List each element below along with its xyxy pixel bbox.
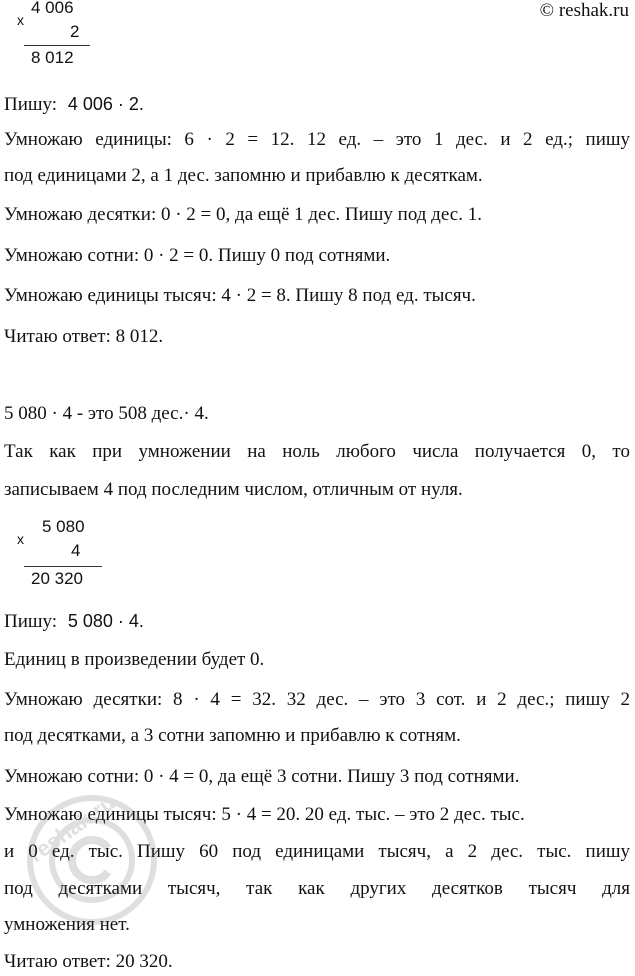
column-rule [24, 45, 90, 46]
write-line-1 [4, 92, 144, 117]
rule-text: Так как при умножении на ноль любого числа получается 0, то [4, 441, 630, 462]
multiplicand: 4 006 [31, 0, 74, 17]
units-step-line-2: под единицами 2, а 1 дес. запомню и прибавлю к десяткам. [4, 165, 483, 186]
units-line: Единиц в произведении будет 0. [4, 649, 265, 670]
units-step-line-1 [4, 128, 630, 152]
tens-step-line-2: под десятками, а 3 сотни запомню и прибавлю к сотням. [4, 725, 461, 746]
write-expression: 5 080 · 4. [67, 611, 144, 631]
thousands-step-text: и 0 ед. тыс. Пишу 60 под единицами тысяч, а 2 дес. тыс. пишу [4, 841, 630, 862]
thousands-step-line: Умножаю единицы тысяч: 4 · 2 = 8. Пишу 8 под ед. тысяч. [4, 285, 476, 306]
write-label: Пишу: [4, 94, 58, 115]
product: 8 012 [31, 48, 74, 67]
multiplicand: 5 080 [42, 517, 85, 536]
write-label: Пишу: [4, 611, 58, 632]
multiplier: 2 [70, 22, 80, 41]
tens-step-line-1 [4, 688, 630, 712]
tens-step-line: Умножаю десятки: 0 · 2 = 0, да ещё 1 дес. Пишу под дес. 1. [4, 204, 482, 225]
rule-line-1 [4, 440, 630, 464]
hundreds-step-line: Умножаю сотни: 0 · 4 = 0, да ещё 3 сотни. Пишу 3 под сотнями. [4, 766, 520, 787]
answer-line-1: Читаю ответ: 8 012. [4, 326, 164, 347]
product: 20 320 [31, 569, 83, 588]
column-rule [24, 566, 102, 567]
expression-line: 5 080 · 4 - это 508 дес.· 4. [4, 403, 209, 424]
thousands-step-line-1: Умножаю единицы тысяч: 5 · 4 = 20. 20 ед. тыс. – это 2 дес. тыс. [4, 804, 525, 825]
answer-line-2: Читаю ответ: 20 320. [4, 951, 173, 972]
thousands-step-line-4: умножения нет. [4, 914, 130, 935]
site-mark: © reshak.ru [539, 0, 629, 21]
write-line-2 [4, 609, 144, 634]
rule-line-2: записываем 4 под последним числом, отличным от нуля. [4, 479, 463, 500]
thousands-step-text: под десятками тысяч, так как других десятков тысяч для [4, 878, 630, 899]
multiply-sign: x [17, 531, 24, 547]
thousands-step-line-2 [4, 840, 630, 864]
multiply-sign: x [17, 12, 24, 28]
tens-step-text: Умножаю десятки: 8 · 4 = 32. 32 дес. – это 3 сот. и 2 дес.; пишу 2 [4, 689, 630, 710]
watermark-text: reshak.ru [24, 790, 120, 868]
hundreds-step-line: Умножаю сотни: 0 · 2 = 0. Пишу 0 под сотнями. [4, 245, 391, 266]
write-expression: 4 006 · 2. [67, 94, 144, 114]
units-step-text: Умножаю единицы: 6 · 2 = 12. 12 ед. – это 1 дес. и 2 ед.; пишу [4, 129, 630, 150]
multiplier: 4 [71, 541, 81, 560]
thousands-step-line-3 [4, 877, 630, 901]
